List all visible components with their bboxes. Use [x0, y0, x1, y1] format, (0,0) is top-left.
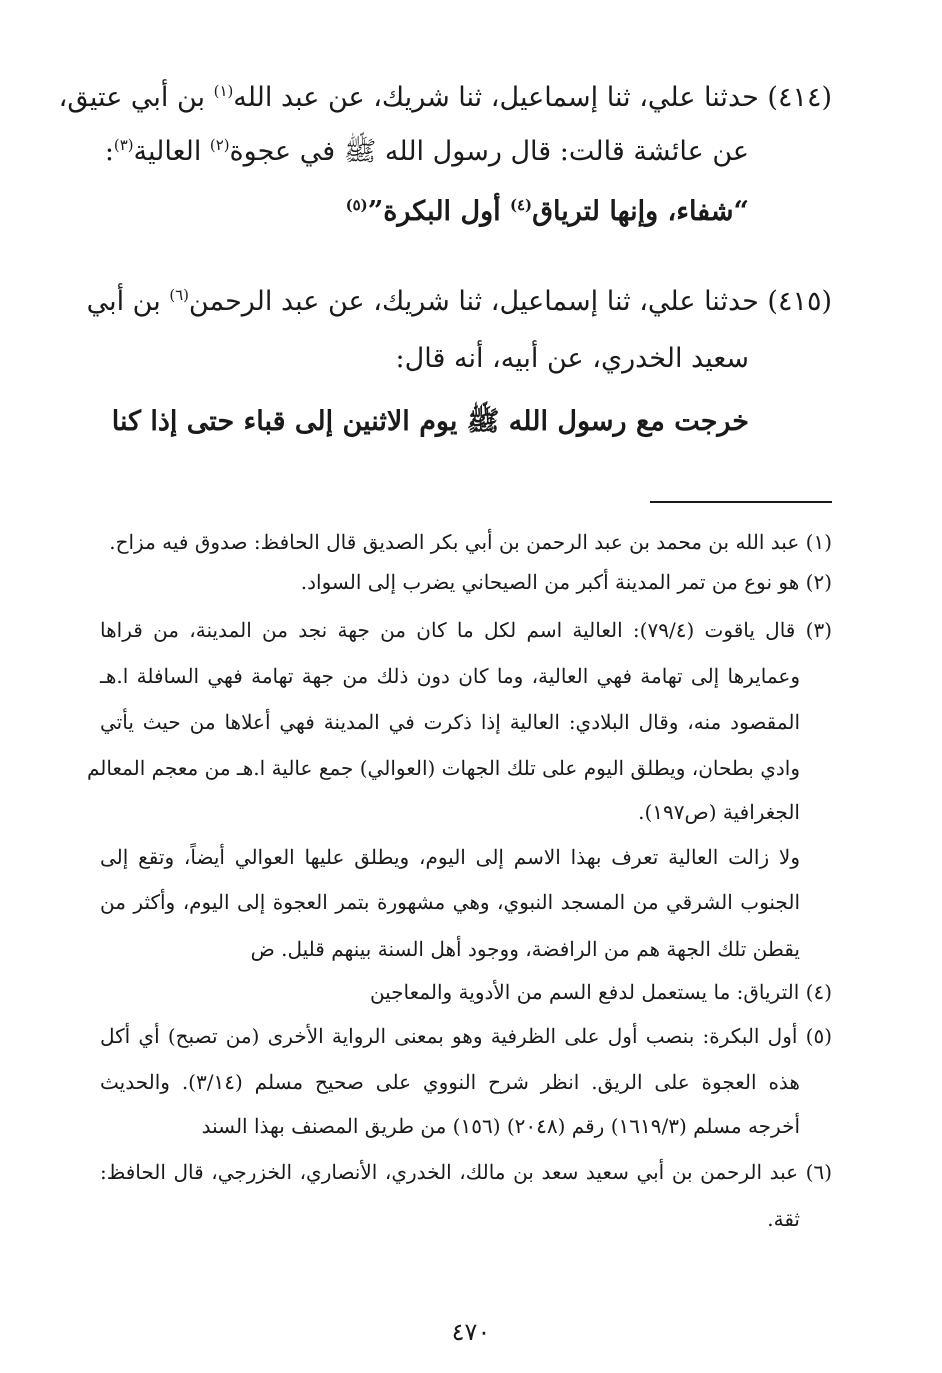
footnote-5-line-1: (٥) أول البكرة: بنصب أول على الظرفية وهو بمعنى الرواية الأخرى (من تصبح) أي أكل	[100, 1024, 832, 1048]
footnote-separator	[650, 501, 832, 503]
hadith-414-line-1: (٤١٤) حدثنا علي، ثنا إسماعيل، ثنا شريك، عن عبد الله$^{(١)}$ بن أبي عتيق،	[58, 82, 832, 113]
hadith-415-line-1: (٤١٥) حدثنا علي، ثنا إسماعيل، ثنا شريك، عن عبد الرحمن$^{(٦)}$ بن أبي	[86, 286, 832, 317]
footnote-5-line-2: هذه العجوة على الريق. انظر شرح النووي على صحيح مسلم (٣/١٤). والحديث	[100, 1070, 800, 1094]
footnote-ref-6[interactable]: (٦)	[169, 286, 189, 304]
footnote-3-line-1: (٣) قال ياقوت (٧٩/٤): العالية اسم لكل ما كان من جهة نجد من المدينة، من قراها	[100, 618, 833, 642]
footnote-3-line-2: وعمايرها إلى تهامة فهي العالية، وما كان دون ذلك من جهة تهامة فهي السافلة ا.هـ	[100, 664, 800, 688]
footnote-ref-4[interactable]: (٤)	[510, 196, 533, 214]
footnote-3-line-3: المقصود منه، وقال البلادي: العالية إذا ذكرت في المدينة فهي أعلاها من حيث يأتي	[100, 710, 800, 734]
footnote-ref-3[interactable]: (٣)	[113, 136, 134, 154]
footnote-3-line-7: الجنوب الشرقي من المسجد النبوي، وهي مشهورة بتمر العجوة إلى اليوم، وأكثر من	[100, 890, 800, 914]
hadith-414-line-2: عن عائشة قالت: قال رسول الله ﷺ في عجوة$^{(٢)}$ العالية$^{(٣)}$:	[104, 136, 749, 167]
footnote-6-line-1: (٦) عبد الرحمن بن أبي سعيد سعد بن مالك، الخدري، الأنصاري، الخزرجي، قال الحافظ:	[100, 1160, 832, 1184]
footnote-6-line-2: ثقة.	[767, 1207, 800, 1231]
footnote-3-line-5: الجغرافية (ص١٩٧).	[638, 800, 800, 824]
footnote-4: (٤) الترياق: ما يستعمل لدفع السم من الأدوية والمعاجين	[369, 980, 832, 1004]
footnote-ref-2[interactable]: (٢)	[209, 136, 230, 154]
footnote-ref-1[interactable]: (١)	[213, 82, 234, 100]
hadith-415-quote: خرجت مع رسول الله ﷺ يوم الاثنين إلى قباء حتى إذا كنا	[111, 406, 749, 437]
hadith-414-quote: “شفاء، وإنها لترياق$^{(٤)}$ أول البكرة”$^{(٥)}$	[345, 196, 749, 227]
footnote-1: (١) عبد الله بن محمد بن عبد الرحمن بن أبي بكر الصديق قال الحافظ: صدوق فيه مزاح.	[109, 530, 832, 554]
footnote-3-line-4: وادي بطحان، ويطلق اليوم على تلك الجهات (العوالي) جمع عالية ا.هـ من معجم المعالم	[86, 756, 800, 780]
hadith-415-line-2: سعيد الخدري، عن أبيه، أنه قال:	[395, 343, 749, 374]
footnote-2: (٢) هو نوع من تمر المدينة أكبر من الصيحاني يضرب إلى السواد.	[300, 570, 832, 594]
footnote-5-line-3: أخرجه مسلم (١٦١٩/٣) رقم (٢٠٤٨) (١٥٦) من طريق المصنف بهذا السند	[201, 1114, 800, 1138]
footnote-3-line-8: يقطن تلك الجهة هم من الرافضة، ووجود أهل السنة بينهم قليل. ض	[250, 937, 800, 961]
footnote-3-line-6: ولا زالت العالية تعرف بهذا الاسم إلى اليوم، ويطلق عليها العوالي أيضاً، وتقع إلى	[100, 845, 800, 869]
page-number: ٤٧٠	[451, 1318, 491, 1346]
footnote-ref-5[interactable]: (٥)	[345, 196, 368, 214]
